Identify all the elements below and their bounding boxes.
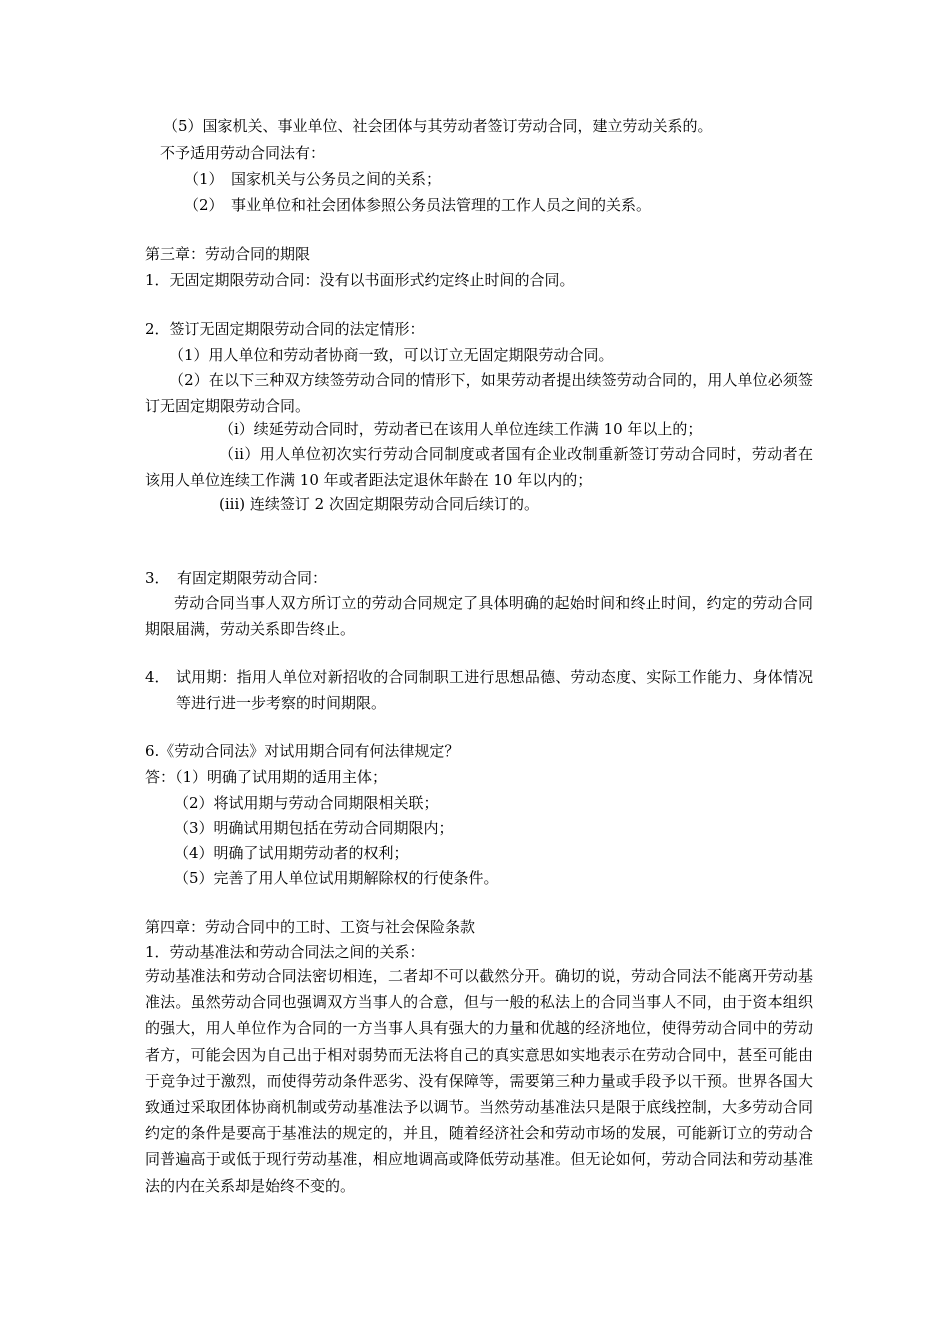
ch3-item-3: 3． 有固定期限劳动合同： [145, 569, 328, 587]
not-applicable-item-2: （2） 事业单位和社会团体参照公务员法管理的工作人员之间的关系。 [184, 196, 652, 214]
ch3-item-2-sub-1: （1）用人单位和劳动者协商一致，可以订立无固定期限劳动合同。 [169, 346, 614, 364]
applicable-item-5: （5）国家机关、事业单位、社会团体与其劳动者签订劳动合同，建立劳动关系的。 [163, 117, 713, 135]
ch4-item-1: 1．劳动基准法和劳动合同法之间的关系： [145, 943, 425, 961]
ch3-item-4-number: 4． [145, 668, 170, 686]
ch3-item-1: 1．无固定期限劳动合同：没有以书面形式约定终止时间的合同。 [145, 271, 575, 289]
answer-6-item-4: （4）明确了试用期劳动者的权利； [174, 844, 409, 862]
not-applicable-heading: 不予适用劳动合同法有： [160, 144, 326, 162]
ch3-case-ii: （ii）用人单位初次实行劳动合同制度或者国有企业改制重新签订劳动合同时，劳动者在该用人单位连续工作满 10 年或者距法定退休年龄在 10 年以内的； [145, 445, 813, 490]
answer-6-item-1: 答：（1）明确了试用期的适用主体； [145, 768, 388, 786]
ch3-item-3-body: 劳动合同当事人双方所订立的劳动合同规定了具体明确的起始时间和终止时间，约定的劳动合同期限届满，劳动关系即告终止。 [145, 594, 813, 639]
ch3-item-4 [145, 664, 813, 716]
ch4-item-1-body: 劳动基准法和劳动合同法密切相连，二者却不可以截然分开。确切的说，劳动合同法不能离开劳动基准法。虽然劳动合同也强调双方当事人的合意，但与一般的私法上的合同当事人不同，由于资本组织的强大，用人单位作为合同的一方当事人具有强大的力量和优越的经济地位，使得劳动合同中的劳动者方，可能会因为自己出于相对弱势而无法将自己的真实意思如实地表示在劳动合同中，甚至可能由于竞争过于激烈，而使得劳动条件恶劣、没有保障等，需要第三种力量或手段予以干预。世界各国大致通过采取团体协商机制或劳动基准法予以调节。当然劳动基准法只是限于底线控制，大多劳动合同约定的条件是要高于基准法的规定的，并且，随着经济社会和劳动市场的发展，可能新订立的劳动合同普遍高于或低于现行劳动基准，相应地调高或降低劳动基准。但无论如何，劳动合同法和劳动基准法的内在关系却是始终不变的。 [145, 967, 813, 1195]
chapter-3-title: 第三章：劳动合同的期限 [145, 245, 311, 263]
ch3-item-2-sub-2: （2）在以下三种双方续签劳动合同的情形下，如果劳动者提出续签劳动合同的，用人单位必须签订无固定期限劳动合同。 [145, 371, 813, 416]
not-applicable-item-1: （1） 国家机关与公务员之间的关系； [184, 170, 442, 188]
ch3-case-i: （i）续延劳动合同时，劳动者已在该用人单位连续工作满 10 年以上的； [219, 420, 703, 438]
question-6: 6.《劳动合同法》对试用期合同有何法律规定？ [145, 742, 460, 760]
answer-6-item-3: （3）明确试用期包括在劳动合同期限内； [174, 819, 454, 837]
ch3-item-4-body: 试用期：指用人单位对新招收的合同制职工进行思想品德、劳动态度、实际工作能力、身体情况等进行进一步考察的时间期限。 [176, 668, 813, 712]
answer-6-item-2: （2）将试用期与劳动合同期限相关联； [174, 794, 439, 812]
chapter-4-title: 第四章：劳动合同中的工时、工资与社会保险条款 [145, 918, 476, 936]
ch3-item-2: 2．签订无固定期限劳动合同的法定情形： [145, 320, 425, 338]
ch3-case-iii: (iii) 连续签订 2 次固定期限劳动合同后续订的。 [219, 495, 539, 513]
answer-6-item-5: （5）完善了用人单位试用期解除权的行使条件。 [174, 869, 499, 887]
